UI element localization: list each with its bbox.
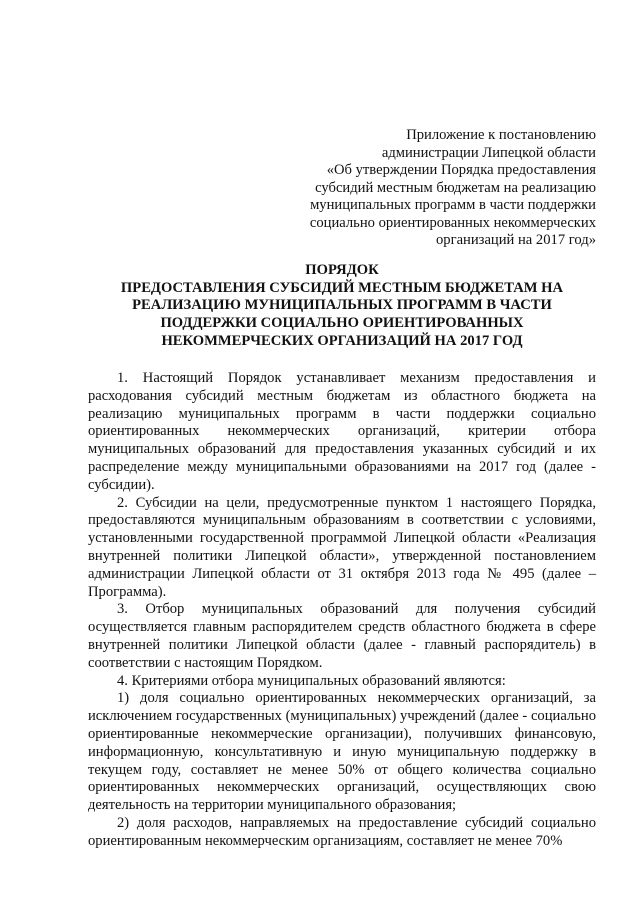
- paragraph-1: 1. Настоящий Порядок устанавливает механизм предоставления и расходования субсидий местным бюджетам из областного бюджета на реализацию муниципальных программ в части поддержки социально ориентированных некоммерческих организаций, критерии отбора муниципальных образований для предоставления указанных субсидий и их распределение между муниципальными образованиями на 2017 год (далее - субсидии).: [88, 370, 596, 493]
- document-title: [88, 262, 596, 351]
- appendix-line: социально ориентированных некоммерческих: [309, 214, 596, 231]
- appendix-note: [266, 127, 596, 250]
- appendix-line: Приложение к постановлению: [406, 127, 596, 143]
- title-line: ПОДДЕРЖКИ СОЦИАЛЬНО ОРИЕНТИРОВАННЫХ: [160, 315, 524, 332]
- appendix-line: «Об утверждении Порядка предоставления: [326, 162, 596, 178]
- appendix-line: администрации Липецкой области: [381, 144, 596, 161]
- title-line: ПРЕДОСТАВЛЕНИЯ СУБСИДИЙ МЕСТНЫМ БЮДЖЕТАМ НА: [120, 279, 564, 296]
- paragraph-4-item-2: 2) доля расходов, направляемых на предоставление субсидий социально ориентированным некоммерческим организациям, составляет не менее 70%: [88, 814, 596, 849]
- document-body: [88, 370, 596, 851]
- paragraph-3: 3. Отбор муниципальных образований для получения субсидий осуществляется главным распорядителем средств областного бюджета в сфере внутренней политики Липецкой области (далее - главный распорядитель) в соответствии с настоящим Порядком.: [88, 601, 596, 671]
- paragraph-4-item-1: 1) доля социально ориентированных некоммерческих организаций, за исключением государственных (муниципальных) учреждений (далее - социально ориентированные некоммерческие организации), получивших финансовую, информационную, консультативную и иную муниципальную поддержку в текущем году, составляет не менее 50% от общего количества социально ориентированных некоммерческих организаций, осуществляющих свою деятельность на территории муниципального образования;: [88, 690, 596, 814]
- title-line: РЕАЛИЗАЦИЮ МУНИЦИПАЛЬНЫХ ПРОГРАММ В ЧАСТИ: [132, 297, 552, 314]
- title-line: ПОРЯДОК: [305, 262, 379, 278]
- appendix-line: муниципальных программ в части поддержки: [310, 197, 596, 213]
- paragraph-4: 4. Критериями отбора муниципальных образований являются:: [117, 672, 506, 689]
- appendix-line: субсидий местным бюджетам на реализацию: [315, 179, 596, 196]
- appendix-line: организаций на 2017 год»: [436, 232, 596, 248]
- title-line: НЕКОММЕРЧЕСКИХ ОРГАНИЗАЦИЙ НА 2017 ГОД: [161, 332, 523, 349]
- paragraph-2: 2. Субсидии на цели, предусмотренные пунктом 1 настоящего Порядка, предоставляются муниципальным образованиям в соответствии с условиями, установленными государственной программой Липецкой области «Реализация внутренней политики Липецкой области», утвержденной постановлением администрации Липецкой области от 31 октября 2013 года № 495 (далее – Программа).: [88, 494, 596, 600]
